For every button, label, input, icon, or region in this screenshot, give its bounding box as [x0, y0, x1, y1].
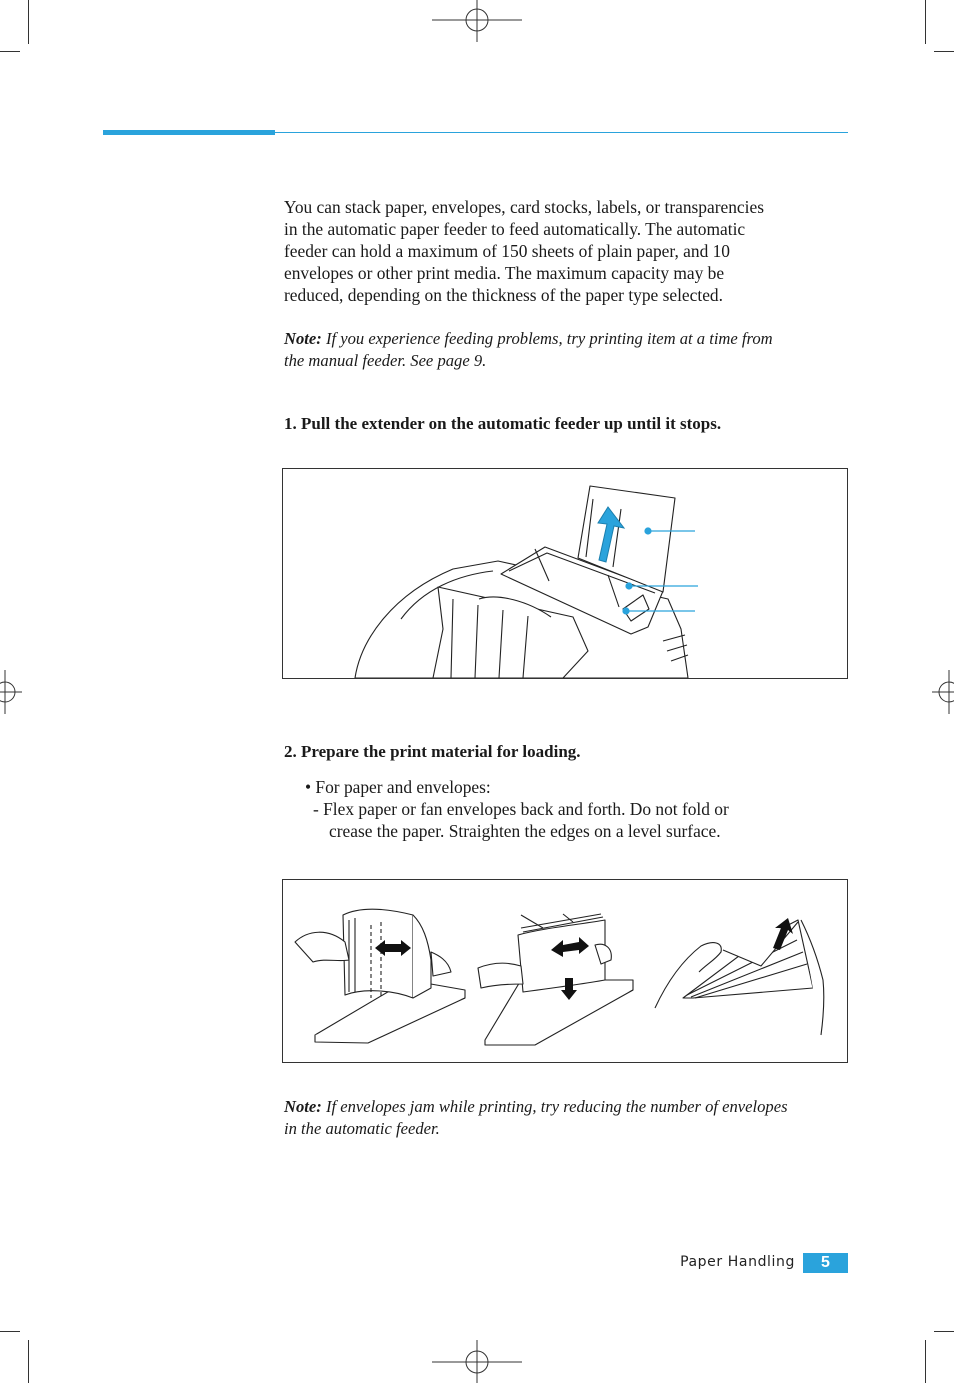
printer-illustration [283, 469, 847, 678]
footer-section-title: Paper Handling [680, 1254, 795, 1270]
note-text: If you experience feeding problems, try printing item at a time from [325, 329, 773, 348]
crop-mark [28, 1340, 29, 1383]
crop-mark [28, 0, 29, 44]
registration-mark-top [432, 0, 522, 42]
step-2-bullet: • For paper and envelopes: [305, 777, 491, 797]
intro-line: reduced, depending on the thickness of the paper type selected. [284, 285, 723, 305]
note-label: Note: [284, 329, 322, 348]
note-text: the manual feeder. See page 9. [284, 350, 487, 370]
crop-mark [925, 1340, 926, 1383]
intro-line: You can stack paper, envelopes, card stocks, labels, or transparencies [284, 197, 764, 217]
intro-line: envelopes or other print media. The maximum capacity may be [284, 263, 725, 283]
note-feeding-problems [284, 328, 773, 371]
intro-line: in the automatic paper feeder to feed automatically. The automatic [284, 219, 746, 239]
step-1-heading: 1. Pull the extender on the automatic feeder up until it stops. [284, 414, 722, 433]
paper-preparation-illustration [283, 880, 847, 1062]
note-envelope-jam [284, 1096, 788, 1139]
crop-mark [925, 0, 926, 44]
header-rule [275, 132, 848, 133]
page-number: 5 [803, 1253, 848, 1273]
instruction-line: - Flex paper or fan envelopes back and forth. Do not fold or [313, 799, 729, 819]
flex-paper-figure [282, 879, 848, 1063]
registration-mark-right [932, 670, 954, 714]
intro-paragraph [284, 196, 764, 306]
step-2-heading: 2. Prepare the print material for loading. [284, 742, 581, 761]
note-label: Note: [284, 1097, 322, 1116]
printer-extender-figure [282, 468, 848, 679]
crop-mark [934, 1331, 954, 1332]
step-2-instructions [313, 798, 729, 842]
registration-mark-bottom [432, 1340, 522, 1383]
registration-mark-left [0, 670, 22, 714]
note-text: If envelopes jam while printing, try reducing the number of envelopes [325, 1097, 788, 1116]
note-text: in the automatic feeder. [284, 1118, 440, 1138]
intro-line: feeder can hold a maximum of 150 sheets of plain paper, and 10 [284, 241, 730, 261]
crop-mark [934, 51, 954, 52]
header-rule-accent [103, 130, 275, 135]
instruction-line: crease the paper. Straighten the edges on a level surface. [329, 821, 721, 841]
crop-mark [0, 1331, 20, 1332]
crop-mark [0, 51, 20, 52]
